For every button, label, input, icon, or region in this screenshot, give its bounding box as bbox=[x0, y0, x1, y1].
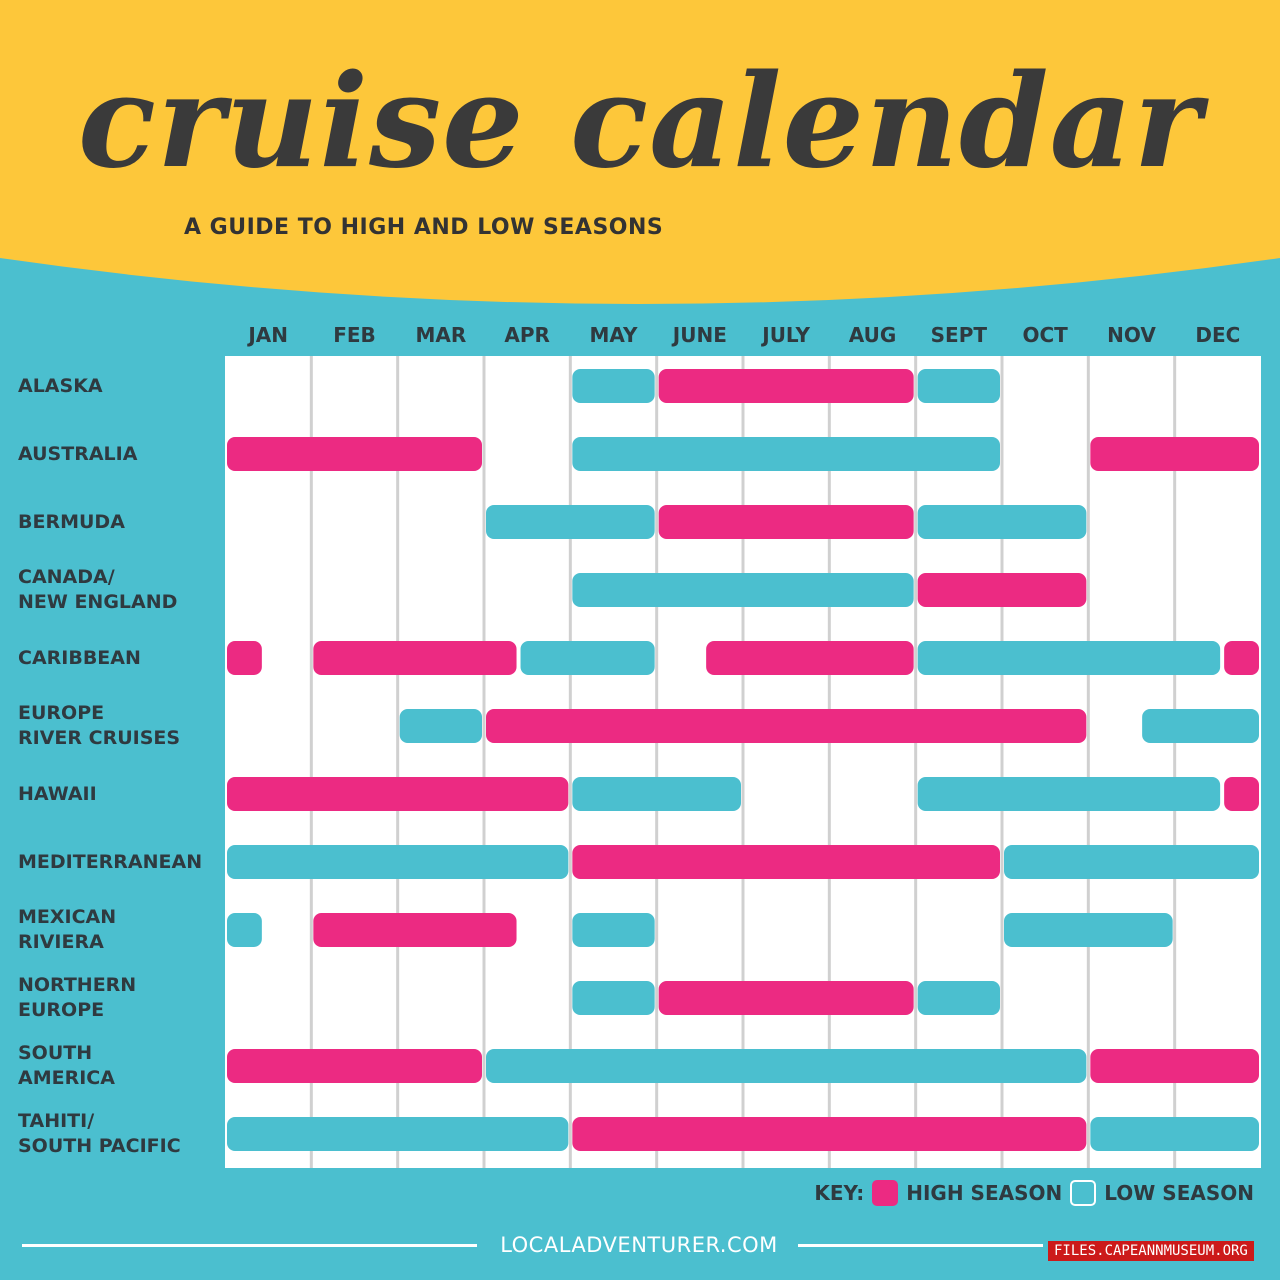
low-season-bar bbox=[572, 913, 654, 947]
month-label: SEPT bbox=[930, 323, 988, 347]
high-season-bar bbox=[227, 437, 482, 471]
destination-label: AUSTRALIA bbox=[18, 442, 138, 465]
low-season-bar bbox=[227, 1117, 568, 1151]
high-season-bar bbox=[659, 981, 914, 1015]
high-season-bar bbox=[313, 641, 516, 675]
destination-label: CANADA/ NEW ENGLAND bbox=[18, 566, 178, 613]
low-season-bar bbox=[521, 641, 655, 675]
low-season-bar bbox=[1090, 1117, 1259, 1151]
calendar-grid bbox=[225, 356, 1261, 1168]
low-season-bar bbox=[227, 913, 262, 947]
legend-swatch-low bbox=[1070, 1180, 1096, 1206]
footer-rule-left bbox=[22, 1244, 477, 1247]
destination-label: ALASKA bbox=[18, 374, 103, 397]
month-label: FEB bbox=[333, 323, 376, 347]
high-season-bar bbox=[486, 709, 1086, 743]
destination-label: SOUTH AMERICA bbox=[18, 1042, 115, 1089]
high-season-bar bbox=[918, 573, 1087, 607]
low-season-bar bbox=[918, 777, 1220, 811]
low-season-bar bbox=[486, 505, 655, 539]
destination-label: MEDITERRANEAN bbox=[18, 850, 203, 873]
legend-label-high: HIGH SEASON bbox=[906, 1181, 1063, 1205]
low-season-bar bbox=[572, 981, 654, 1015]
high-season-bar bbox=[572, 1117, 1086, 1151]
page-title: cruise calendar bbox=[78, 47, 1202, 197]
footer-rule-right bbox=[798, 1244, 1043, 1247]
high-season-bar bbox=[1090, 437, 1259, 471]
destination-label: NORTHERN EUROPE bbox=[18, 974, 137, 1021]
high-season-bar bbox=[1090, 1049, 1259, 1083]
month-label: JUNE bbox=[672, 323, 727, 347]
low-season-bar bbox=[572, 437, 1000, 471]
calendar-chart bbox=[225, 356, 1261, 1168]
high-season-bar bbox=[1224, 641, 1259, 675]
low-season-bar bbox=[227, 845, 568, 879]
month-label: OCT bbox=[1022, 323, 1068, 347]
month-label: APR bbox=[504, 323, 550, 347]
month-label: MAY bbox=[589, 323, 638, 347]
high-season-bar bbox=[659, 369, 914, 403]
low-season-bar bbox=[918, 641, 1220, 675]
page-subtitle: A GUIDE TO HIGH AND LOW SEASONS bbox=[184, 215, 664, 240]
low-season-bar bbox=[918, 505, 1087, 539]
legend bbox=[814, 1180, 1254, 1206]
low-season-bar bbox=[1004, 913, 1173, 947]
high-season-bar bbox=[313, 913, 516, 947]
month-label: AUG bbox=[848, 323, 897, 347]
low-season-bar bbox=[1142, 709, 1259, 743]
high-season-bar bbox=[706, 641, 914, 675]
low-season-bar bbox=[486, 1049, 1086, 1083]
month-label: JAN bbox=[248, 323, 288, 347]
low-season-bar bbox=[400, 709, 482, 743]
legend-swatch-high bbox=[872, 1180, 898, 1206]
high-season-bar bbox=[659, 505, 914, 539]
legend-title: KEY: bbox=[814, 1181, 865, 1205]
footer-site[interactable]: LOCALADVENTURER.COM bbox=[500, 1233, 778, 1257]
watermark: FILES.CAPEANNMUSEUM.ORG bbox=[1048, 1241, 1254, 1261]
destination-label: MEXICAN RIVIERA bbox=[18, 906, 117, 953]
high-season-bar bbox=[227, 1049, 482, 1083]
high-season-bar bbox=[572, 845, 1000, 879]
destination-label: CARIBBEAN bbox=[18, 646, 141, 669]
destination-label: HAWAII bbox=[18, 782, 97, 805]
low-season-bar bbox=[572, 573, 913, 607]
low-season-bar bbox=[918, 369, 1000, 403]
high-season-bar bbox=[227, 777, 568, 811]
low-season-bar bbox=[572, 369, 654, 403]
low-season-bar bbox=[918, 981, 1000, 1015]
destination-label: BERMUDA bbox=[18, 510, 125, 533]
destination-label: EUROPE RIVER CRUISES bbox=[18, 702, 181, 749]
high-season-bar bbox=[1224, 777, 1259, 811]
destination-label: TAHITI/ SOUTH PACIFIC bbox=[18, 1110, 181, 1157]
month-label: MAR bbox=[415, 323, 467, 347]
low-season-bar bbox=[1004, 845, 1259, 879]
legend-label-low: LOW SEASON bbox=[1104, 1181, 1254, 1205]
month-label: NOV bbox=[1107, 323, 1156, 347]
month-label: JULY bbox=[762, 323, 811, 347]
high-season-bar bbox=[227, 641, 262, 675]
month-label: DEC bbox=[1195, 323, 1241, 347]
low-season-bar bbox=[572, 777, 741, 811]
